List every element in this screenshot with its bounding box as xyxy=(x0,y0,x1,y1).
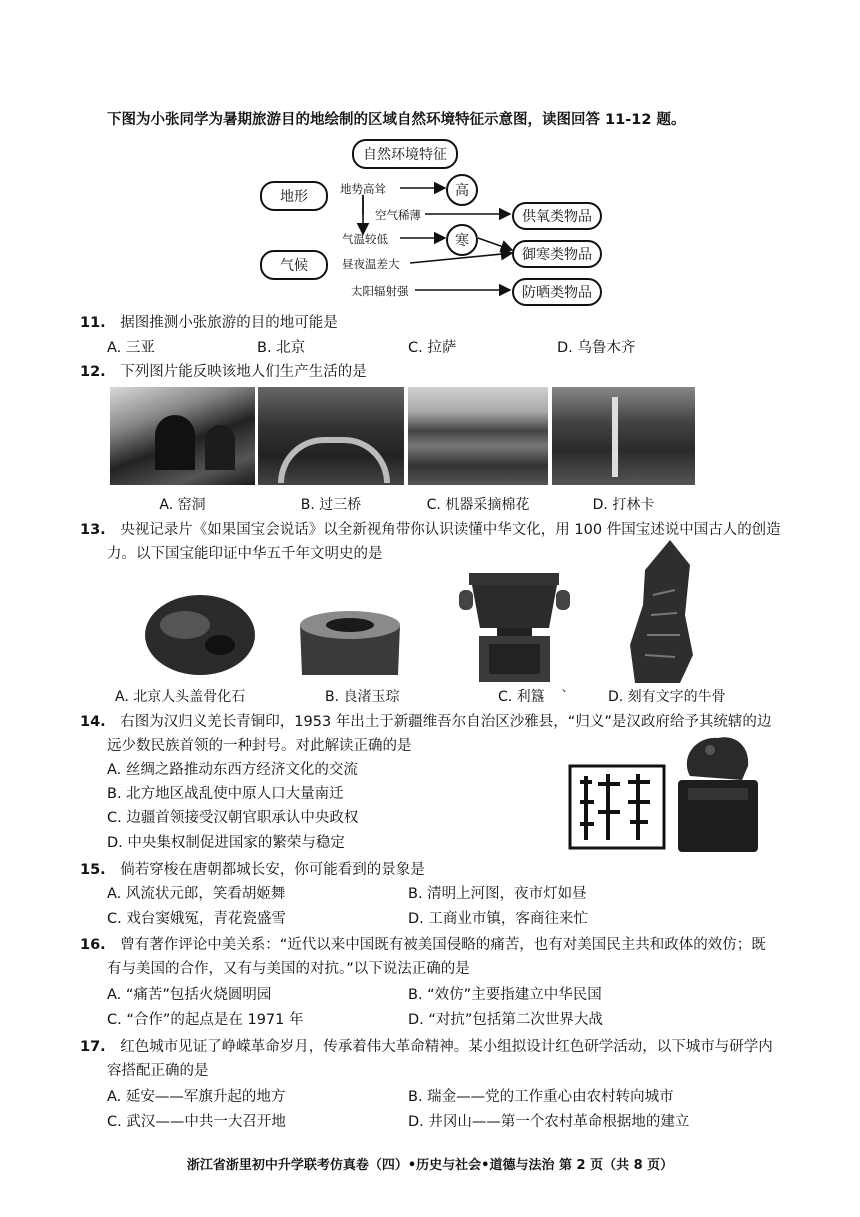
question-16-line2: 有与美国的合作，又有与美国的对抗。”以下说法正确的是 xyxy=(107,961,470,977)
question-17 xyxy=(80,1037,773,1057)
q12-option-d[interactable]: D. 打林卡 xyxy=(592,497,655,513)
q16-option-b[interactable]: B. “效仿”主要指建立中华民国 xyxy=(408,987,602,1003)
question-14-line2: 远少数民族首领的一种封号。对此解读正确的是 xyxy=(107,738,412,754)
question-text: 据图推测小张旅游的目的地可能是 xyxy=(120,315,338,331)
oracle-bone-image xyxy=(625,535,695,685)
photo-bridge xyxy=(258,387,404,485)
question-14 xyxy=(80,712,771,732)
question-15 xyxy=(80,860,425,880)
q12-option-b[interactable]: B. 过三桥 xyxy=(300,497,362,513)
q14-option-b[interactable]: B. 北方地区战乱使中原人口大量南迁 xyxy=(107,786,344,802)
li-gui-bronze-image xyxy=(457,568,572,686)
environment-diagram xyxy=(250,135,610,305)
q17-option-c[interactable]: C. 武汉——中共一大召开地 xyxy=(107,1114,286,1130)
q15-option-b[interactable]: B. 清明上河图，夜市灯如昼 xyxy=(408,886,587,902)
q13-option-b[interactable]: B. 良渚玉琮 xyxy=(325,689,400,705)
photo-linka xyxy=(552,387,695,485)
question-number: 13. xyxy=(80,522,106,538)
q15-option-d[interactable]: D. 工商业市镇，客商往来忙 xyxy=(408,911,588,927)
diagram-high-circle: 高 xyxy=(446,174,478,206)
photo-cotton-picking xyxy=(408,387,548,485)
question-number: 11. xyxy=(80,315,106,331)
diagram-factor-solar-radiation: 太阳辐射强 xyxy=(351,284,409,298)
q13-option-c[interactable] xyxy=(498,686,568,706)
diagram-terrain-node: 地形 xyxy=(260,181,328,211)
question-text: 下列图片能反映该地人们生产生活的是 xyxy=(120,364,367,380)
q15-option-c[interactable]: C. 戏台窦娥冤，青花瓷盛雪 xyxy=(107,911,286,927)
diagram-climate-node: 气候 xyxy=(260,250,328,280)
question-number: 17. xyxy=(80,1039,106,1055)
page-footer: 浙江省浙里初中升学联考仿真卷（四）•历史与社会•道德与法治 第 2 页（共 8 页） xyxy=(186,1158,674,1173)
question-16 xyxy=(80,935,766,955)
q11-option-d[interactable]: D. 乌鲁木齐 xyxy=(557,340,636,356)
q13-option-c-mark: ` xyxy=(561,689,569,705)
q13-option-d[interactable]: D. 刻有文字的牛骨 xyxy=(608,689,726,705)
diagram-title-node: 自然环境特征 xyxy=(352,139,458,169)
question-number: 16. xyxy=(80,937,106,953)
question-number: 14. xyxy=(80,714,106,730)
diagram-cold-supplies: 御寒类物品 xyxy=(512,240,602,268)
question-number: 15. xyxy=(80,862,106,878)
diagram-cold-circle: 寒 xyxy=(446,224,478,256)
diagram-sun-supplies: 防晒类物品 xyxy=(512,278,602,306)
q12-option-c[interactable]: C. 机器采摘棉花 xyxy=(426,497,530,513)
question-11 xyxy=(80,313,338,333)
question-text-line1: 右图为汉归义羌长青铜印，1953 年出土于新疆维吾尔自治区沙雅县，“归义”是汉政府给予其统辖的边 xyxy=(120,714,772,730)
bronze-seal-image xyxy=(670,728,765,858)
q17-option-d[interactable]: D. 井冈山——第一个农村革命根据地的建立 xyxy=(408,1114,690,1130)
question-12 xyxy=(80,362,367,382)
photo-cave-dwelling xyxy=(110,387,255,485)
intro-text: 下图为小张同学为暑期旅游目的地绘制的区域自然环境特征示意图，读图回答 11-12 题。 xyxy=(107,112,686,128)
question-number: 12. xyxy=(80,364,106,380)
diagram-oxygen-supplies: 供氧类物品 xyxy=(512,202,602,230)
q17-option-b[interactable]: B. 瑞金——党的工作重心由农村转向城市 xyxy=(408,1089,674,1105)
q13-option-c-label: C. 利簋 xyxy=(498,689,545,705)
q15-option-a[interactable]: A. 风流状元郎，笑看胡姬舞 xyxy=(107,886,286,902)
q12-option-a[interactable]: A. 窑洞 xyxy=(159,497,206,513)
diagram-factor-thin-air: 空气稀薄 xyxy=(375,208,421,222)
question-13-line2: 力。以下国宝能印证中华五千年文明史的是 xyxy=(107,546,383,562)
q14-option-c[interactable]: C. 边疆首领接受汉朝官职承认中央政权 xyxy=(107,810,359,826)
q17-option-a[interactable]: A. 延安——军旗升起的地方 xyxy=(107,1089,286,1105)
q11-option-a[interactable]: A. 三亚 xyxy=(107,340,155,356)
q16-option-d[interactable]: D. “对抗”包括第二次世界大战 xyxy=(408,1012,603,1028)
question-text-line1: 央视记录片《如果国宝会说话》以全新视角带你认识读懂中华文化，用 100 件国宝述说中国古人的创造 xyxy=(120,522,781,538)
q16-option-c[interactable]: C. “合作”的起点是在 1971 年 xyxy=(107,1012,304,1028)
q11-option-c[interactable]: C. 拉萨 xyxy=(408,340,457,356)
skull-fossil-image xyxy=(140,590,260,680)
question-17-line2: 容搭配正确的是 xyxy=(107,1063,209,1079)
q14-option-d[interactable]: D. 中央集权制促进国家的繁荣与稳定 xyxy=(107,835,345,851)
q13-option-a[interactable]: A. 北京人头盖骨化石 xyxy=(115,689,246,705)
q14-option-a[interactable]: A. 丝绸之路推动东西方经济文化的交流 xyxy=(107,762,358,778)
diagram-factor-low-temp: 气温较低 xyxy=(342,232,388,246)
q11-option-b[interactable]: B. 北京 xyxy=(257,340,306,356)
diagram-factor-elevation: 地势高耸 xyxy=(340,182,386,196)
question-text-line1: 红色城市见证了峥嵘革命岁月，传承着伟大革命精神。某小组拟设计红色研学活动，以下城市与研学内 xyxy=(120,1039,773,1055)
diagram-factor-temp-range: 昼夜温差大 xyxy=(342,257,400,271)
q16-option-a[interactable]: A. “痛苦”包括火烧圆明园 xyxy=(107,987,272,1003)
question-text: 倘若穿梭在唐朝都城长安，你可能看到的景象是 xyxy=(120,862,425,878)
seal-imprint-image xyxy=(568,762,668,852)
question-text-line1: 曾有著作评论中美关系：“近代以来中国既有被美国侵略的痛苦，也有对美国民主共和政体的效仿；既 xyxy=(120,937,766,953)
jade-cong-image xyxy=(290,600,410,685)
